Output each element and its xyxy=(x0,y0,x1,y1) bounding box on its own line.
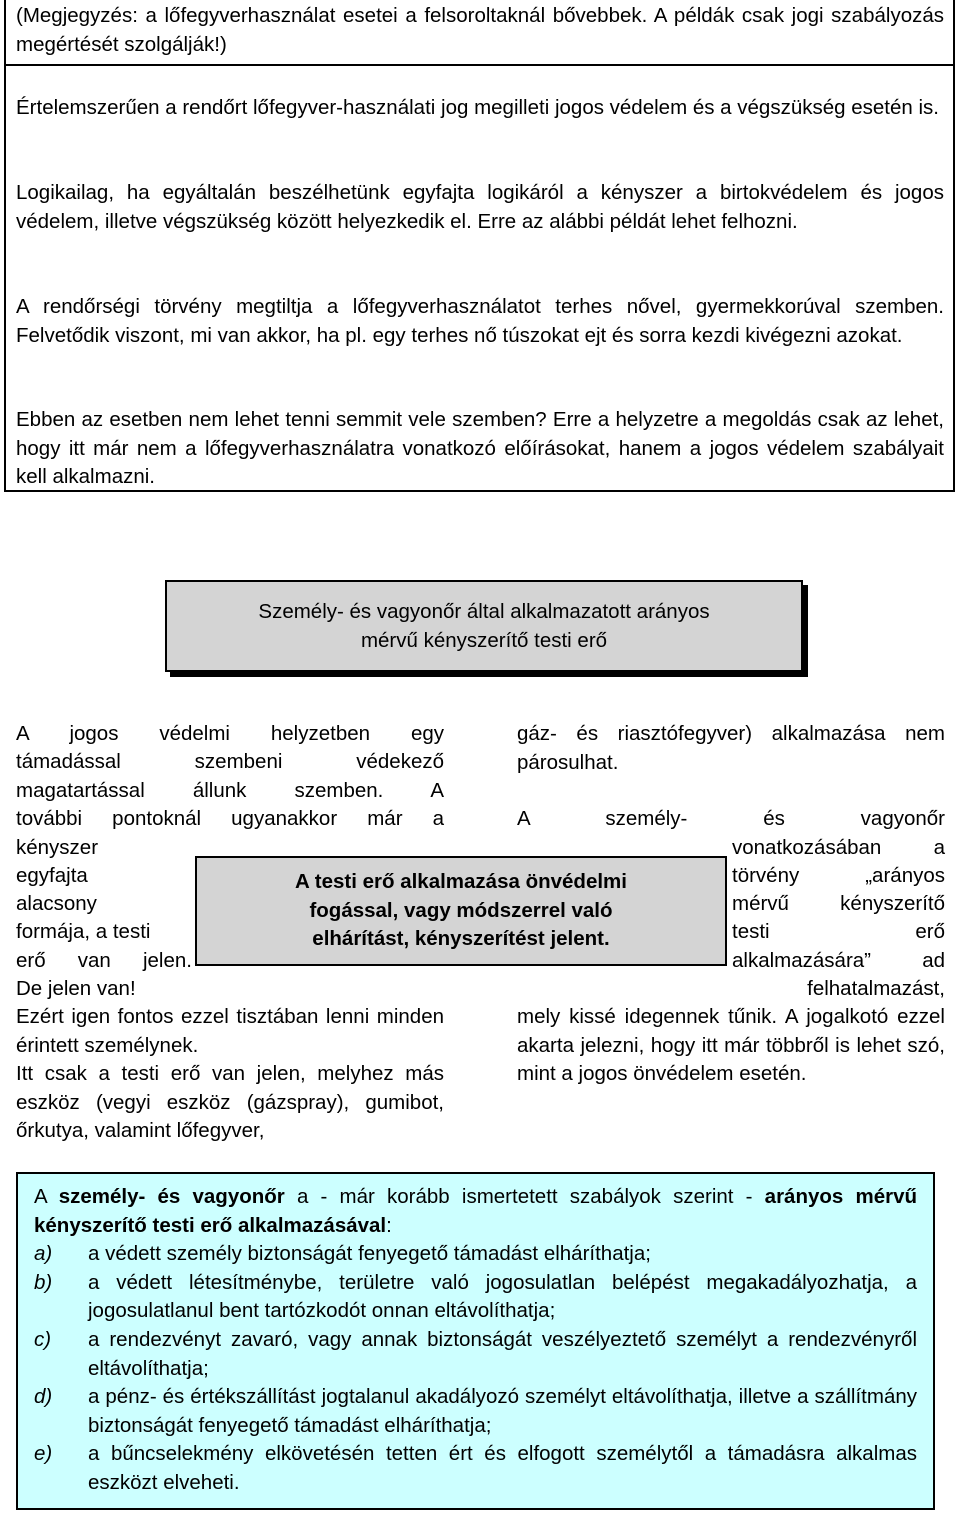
left-line-2: támadással szembeni védekező xyxy=(16,750,444,773)
authority-list-box xyxy=(16,1172,935,1510)
right-line-3: törvény „arányos xyxy=(732,864,945,887)
note-divider xyxy=(4,64,955,66)
callout-line-2: fogással, vagy módszerrel való xyxy=(309,898,613,922)
list-item xyxy=(34,1240,917,1269)
paragraph-1: Értelemszerűen a rendőrt lőfegyver-használati jog megilleti jogos védelem és a végszükség esetén is. xyxy=(16,96,939,119)
definition-callout-box xyxy=(195,856,727,966)
paragraph-4: Ebben az esetben nem lehet tenni semmit vele szemben? Erre a helyzetre a megoldás csak az lehet, hogy itt már nem a lőfegyverhasználatra vonatkozó előírásokat, hanem a jogos védelem szabályait kell alkalmazni. xyxy=(16,408,944,489)
right-line-6: alkalmazására” ad xyxy=(732,949,945,972)
right-line-5: testi erő xyxy=(732,920,945,943)
intro-bold-guard: személy- és vagyonőr xyxy=(58,1185,285,1208)
right-paragraph-1: gáz- és riasztófegyver) alkalmazása nem párosulhat. xyxy=(517,722,945,774)
left-line-8: formája, a testi xyxy=(16,920,151,943)
left-line-4: további pontoknál ugyanakkor már a xyxy=(16,807,444,830)
list-item-label: d) xyxy=(34,1385,53,1409)
list-item-label: e) xyxy=(34,1442,53,1466)
intro-text-a: A xyxy=(34,1185,59,1208)
left-line-5: kényszer xyxy=(16,836,99,859)
callout-line-3: elhárítást, kényszerítést jelent. xyxy=(312,927,610,951)
intro-text-c: a - már korább ismertetett szabályok szerint - xyxy=(284,1185,765,1208)
list-item xyxy=(34,1440,917,1497)
list-item xyxy=(34,1269,917,1326)
left-line-6: egyfajta xyxy=(16,864,88,887)
authority-intro xyxy=(34,1183,917,1240)
intro-bold-force: arányos mérvű kényszerítő testi erő alkalmazásával xyxy=(34,1185,918,1237)
list-item-text: a védett személy biztonságát fenyegető támadást elháríthatja; xyxy=(88,1242,651,1266)
left-line-10: De jelen van! xyxy=(16,977,136,1000)
right-line-7: felhatalmazást, xyxy=(807,977,945,1000)
list-item-text: a rendezvényt zavaró, vagy annak biztonságát veszélyeztető személyt a rendezvényről eltávolíthatja; xyxy=(88,1327,917,1380)
note-paragraph: (Megjegyzés: a lőfegyverhasználat esetei a felsoroltaknál bővebbek. A példák csak jogi szabályozás megértését szolgálják!) xyxy=(16,4,944,56)
section-title-box xyxy=(165,580,803,672)
left-line-7: alacsony xyxy=(16,892,97,915)
right-line-1: A személy- és vagyonőr xyxy=(517,807,945,830)
right-line-2: vonatkozásában a xyxy=(732,836,945,859)
list-item xyxy=(34,1383,917,1440)
paragraph-3: A rendőrségi törvény megtiltja a lőfegyverhasználatot terhes nővel, gyermekkorúval szemben. Felvetődik viszont, mi van akkor, ha pl. egy terhes nő túszokat ejt és sorra kezdi kivégezni azokat. xyxy=(16,295,944,347)
list-item-label: b) xyxy=(34,1270,53,1294)
paragraph-2: Logikailag, ha egyáltalán beszélhetünk egyfajta logikáról a kényszer a birtokvédelem és jogos védelem, illetve végszükség között helyezkedik el. Erre az alábbi példát lehet felhozni. xyxy=(16,181,944,233)
left-line-9: erő van jelen. xyxy=(16,949,192,972)
section-title-line-1: Személy- és vagyonőr által alkalmazatott arányos xyxy=(258,600,710,623)
list-item-text: a pénz- és értékszállítást jogtalanul akadályozó személyt eltávolíthatja, illetve a szállítmány biztonságát fenyegető támadást elháríthatja; xyxy=(88,1385,917,1437)
right-paragraph-3: mely kissé idegennek tűnik. A jogalkotó ezzel akarta jelezni, hogy itt már többről is lehet szó, mint a jogos önvédelem esetén. xyxy=(517,1005,945,1086)
list-item-text: a védett létesítménybe, területre való jogosulatlan belépést megakadályozhatja, a jogosulatlanul bent tartózkodót onnan eltávolíthatja; xyxy=(88,1270,917,1323)
section-title-line-2: mérvű kényszerítő testi erő xyxy=(360,629,608,652)
list-item xyxy=(34,1326,917,1383)
left-line-1: A jogos védelmi helyzetben egy xyxy=(16,722,444,745)
right-line-4: mérvű kényszerítő xyxy=(732,892,945,915)
list-item-text: a bűncselekmény elkövetésén tetten ért és elfogott személytől a támadásra alkalmas eszközt elveheti. xyxy=(88,1442,917,1494)
callout-line-1: A testi erő alkalmazása önvédelmi xyxy=(295,870,627,894)
list-item-label: c) xyxy=(34,1327,52,1351)
left-line-3: magatartással állunk szemben. A xyxy=(16,779,444,802)
left-paragraph-3: Itt csak a testi erő van jelen, melyhez más eszköz (vegyi eszköz (gázspray), gumibot, őrkutya, valamint lőfegyver, xyxy=(16,1062,444,1143)
left-paragraph-2: Ezért igen fontos ezzel tisztában lenni minden érintett személynek. xyxy=(16,1005,444,1057)
list-item-label: a) xyxy=(34,1242,53,1266)
intro-text-e: : xyxy=(386,1213,392,1237)
